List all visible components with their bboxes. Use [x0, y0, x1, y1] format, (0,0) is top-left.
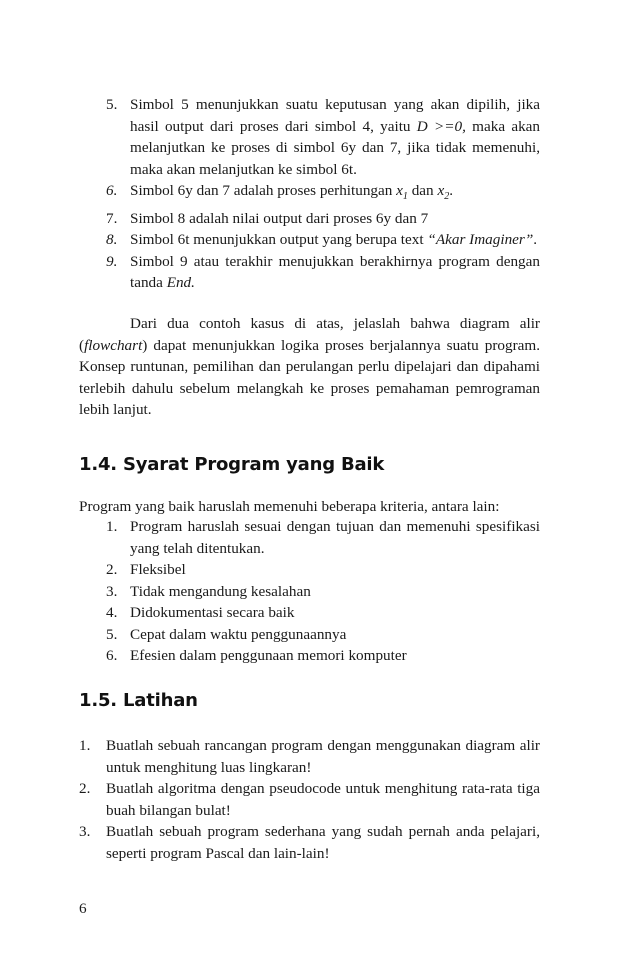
criteria-intro: Program yang baik haruslah memenuhi beberapa kriteria, antara lain:: [79, 498, 500, 515]
criteria-item-number: 3.: [106, 582, 118, 600]
flowchart-step-item-text: Simbol 5 menunjukkan suatu keputusan yang akan dipilih, jika hasil output dari proses dari simbol 4, yaitu D >=0, maka akan melanjutkan ke proses di simbol 6y dan 7, jika tidak memenuhi, maka akan melanjutkan ke simbol 6t.: [130, 96, 540, 178]
page-number: 6: [79, 900, 87, 917]
exercise-list: [79, 735, 540, 864]
exercise-item: [79, 778, 540, 821]
criteria-item-text: Didokumentasi secara baik: [130, 604, 295, 621]
flowchart-step-item: [79, 208, 540, 230]
exercise-item-number: 3.: [79, 823, 91, 840]
criteria-item: [79, 581, 540, 603]
exercise-item: [79, 821, 540, 864]
flowchart-step-item-number: 7.: [106, 209, 118, 227]
criteria-item: [79, 559, 540, 581]
criteria-item: [79, 624, 540, 646]
criteria-item-number: 6.: [106, 647, 118, 664]
flowchart-step-item-number: 8.: [106, 231, 118, 249]
criteria-list: [79, 516, 540, 667]
criteria-item-text: Program haruslah sesuai dengan tujuan dan memenuhi spesifikasi yang telah ditentukan.: [130, 518, 540, 557]
criteria-item-text: Tidak mengandung kesalahan: [130, 582, 311, 600]
criteria-item-text: Fleksibel: [130, 561, 186, 578]
flowchart-step-item-number: 9.: [106, 252, 118, 270]
exercise-item: [79, 735, 540, 778]
criteria-item-text: Cepat dalam waktu penggunaannya: [130, 625, 347, 643]
flowchart-step-item-text: Simbol 9 atau terakhir menujukkan berakhirnya program dengan tanda End.: [130, 252, 540, 292]
flowchart-step-item: [79, 94, 540, 180]
criteria-item: [79, 516, 540, 559]
criteria-item-number: 1.: [106, 518, 118, 535]
flowchart-explanation-list: [79, 94, 540, 294]
criteria-item-number: 4.: [106, 604, 118, 621]
exercise-item-text: Buatlah algoritma dengan pseudocode untuk menghitung rata-rata tiga buah bilangan bulat!: [106, 780, 540, 819]
exercise-item-number: 1.: [79, 737, 91, 754]
exercise-item-number: 2.: [79, 780, 91, 797]
flowchart-step-item-text: Simbol 8 adalah nilai output dari proses 6y dan 7: [130, 209, 429, 227]
criteria-item: [79, 602, 540, 624]
exercise-item-text: Buatlah sebuah rancangan program dengan menggunakan diagram alir untuk menghitung luas lingkaran!: [106, 737, 540, 776]
conclusion-paragraph: Dari dua contoh kasus di atas, jelaslah bahwa diagram alir (flowchart) dapat menunjukkan logika proses berjalannya suatu program. Konsep runtunan, pemilihan dan perulangan perlu dipelajari dan dipahami terlebih dahulu sebelum melangkah ke proses pemahaman pemrograman lebih lanjut.: [79, 315, 540, 418]
criteria-item-text: Efesien dalam penggunaan memori komputer: [130, 647, 407, 664]
flowchart-step-item-text: Simbol 6t menunjukkan output yang berupa text “Akar Imaginer”.: [130, 231, 538, 249]
flowchart-step-item-text: Simbol 6y dan 7 adalah proses perhitungan $x_1$ dan $x_2$.: [130, 182, 453, 203]
flowchart-step-item-number: 6.: [106, 182, 118, 199]
flowchart-step-item: [79, 180, 540, 208]
flowchart-step-item: [79, 251, 540, 294]
flowchart-step-item: [79, 229, 540, 251]
flowchart-step-item-number: 5.: [106, 96, 118, 113]
criteria-item-number: 5.: [106, 625, 118, 643]
exercise-item-text: Buatlah sebuah program sederhana yang sudah pernah anda pelajari, seperti program Pascal dan lain-lain!: [106, 823, 540, 862]
section-heading-1-5: 1.5. Latihan: [79, 690, 198, 711]
criteria-item-number: 2.: [106, 561, 118, 578]
section-heading-1-4: 1.4. Syarat Program yang Baik: [79, 454, 385, 475]
criteria-item: [79, 645, 540, 667]
